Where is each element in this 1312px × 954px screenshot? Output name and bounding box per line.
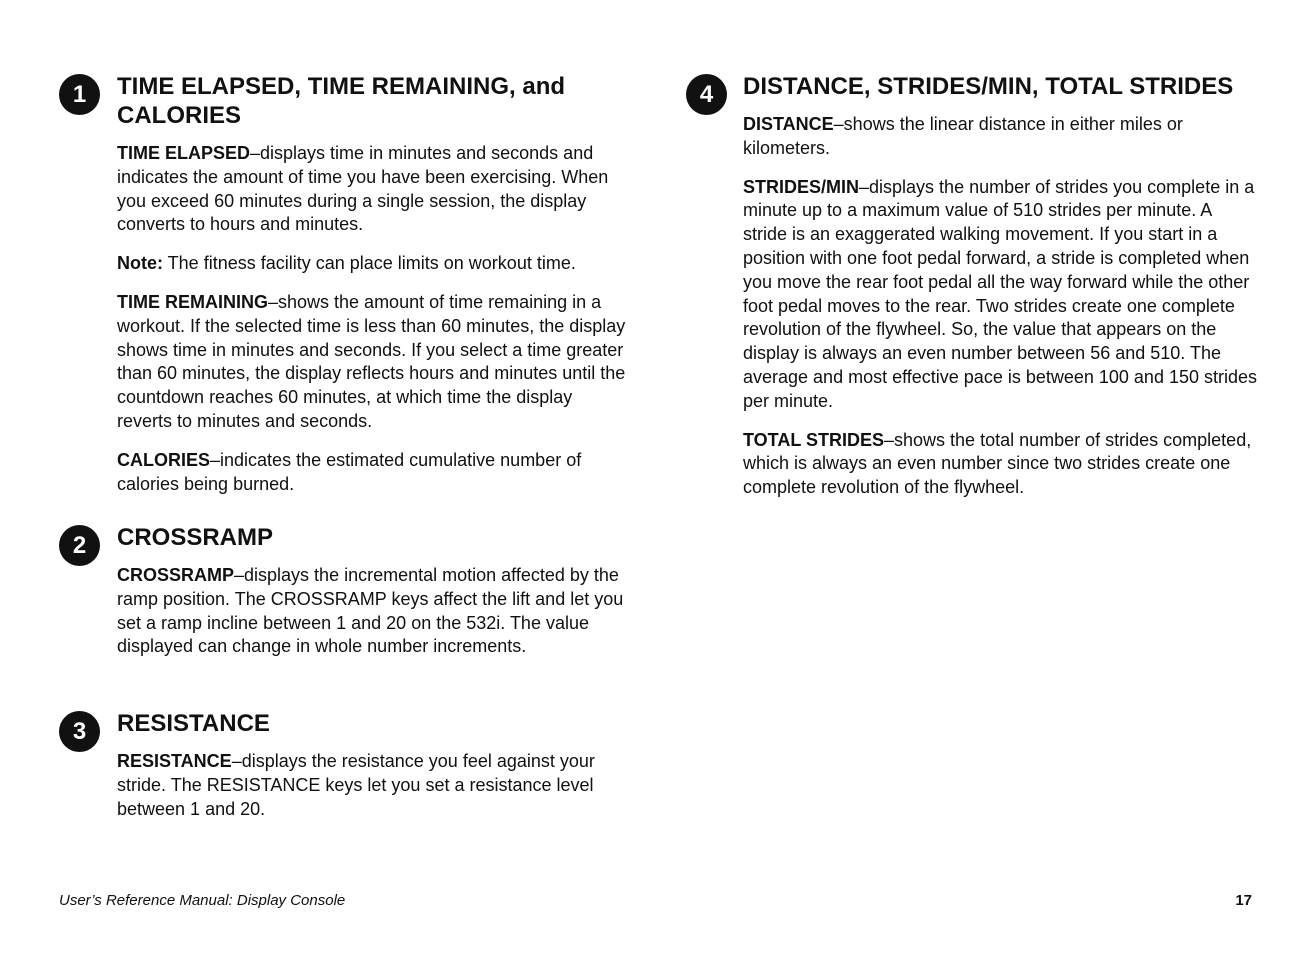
term-label: TIME ELAPSED (117, 143, 251, 163)
term-label: DISTANCE (743, 114, 834, 134)
paragraph-strides-min (743, 176, 1258, 414)
paragraph-distance (743, 113, 1258, 161)
section-resistance (117, 709, 632, 821)
term-label: STRIDES/MIN (743, 176, 860, 197)
paragraph-text: –displays the number of strides you complete in a minute up to a maximum value of 510 strides per minute. A stride is an exaggerated walking movement. If you start in a position with one foot pedal forward, a stride is completed when you move the rear foot pedal all the way forward while the other foot pedal moves to the rear. Two strides create one complete revolution of the flywheel. So, the value that appears on the display is always an even number between 56 and 510. The average and most effective pace is between 100 and 150 strides per minute. (743, 176, 1258, 411)
paragraph-note (117, 252, 632, 276)
paragraph-text: The fitness facility can place limits on workout time. (163, 253, 576, 274)
section-heading: CROSSRAMP (117, 524, 274, 551)
term-label: TIME REMAINING (117, 291, 268, 312)
section-number-badge: 1 (59, 74, 100, 115)
paragraph-text: –shows the total number of strides completed, which is always an even number since two strides create one complete revolution of the flywheel. (743, 429, 1252, 498)
section-heading: DISTANCE, STRIDES/MIN, TOTAL STRIDES (743, 73, 1234, 100)
paragraph-text: –shows the linear distance in either miles or kilometers. (743, 114, 1183, 158)
paragraph-total-strides (743, 429, 1258, 500)
paragraph-time-elapsed (117, 142, 632, 237)
paragraph-text: –indicates the estimated cumulative number of calories being burned. (117, 449, 582, 494)
term-label: Note: (117, 253, 163, 274)
section-distance-strides (743, 72, 1258, 500)
paragraph-text: –displays time in minutes and seconds and indicates the amount of time you have been exercising. When you exceed 60 minutes during a single session, the display converts to hours and minutes. (117, 143, 609, 235)
term-label: CROSSRAMP (117, 565, 235, 585)
section-number-badge: 4 (686, 74, 727, 115)
section-heading: TIME ELAPSED, TIME REMAINING, and CALORIES (117, 73, 566, 129)
term-label: CALORIES (117, 449, 211, 470)
section-number-badge: 2 (59, 525, 100, 566)
footer-manual-title: User’s Reference Manual: Display Console (59, 892, 346, 909)
section-number-badge: 3 (59, 711, 100, 752)
paragraph-text: –shows the amount of time remaining in a workout. If the selected time is less than 60 minutes, the display shows time in minutes and seconds. If you select a time greater than 60 minutes, the display reflects hours and minutes until the countdown reaches 60 minutes, at which time the display reverts to minutes and seconds. (117, 291, 626, 431)
paragraph-time-remaining (117, 291, 632, 434)
paragraph-text: –displays the incremental motion affected by the ramp position. The CROSSRAMP keys affect the lift and let you set a ramp incline between 1 and 20 on the 532i. The value displayed can change in whole number increments. (117, 565, 624, 657)
paragraph-resistance (117, 750, 632, 821)
section-time-calories (117, 72, 632, 496)
paragraph-crossramp (117, 564, 632, 659)
paragraph-calories (117, 449, 632, 497)
section-crossramp (117, 523, 632, 659)
page-number: 17 (1235, 892, 1252, 909)
term-label: TOTAL STRIDES (743, 429, 885, 450)
section-heading: RESISTANCE (117, 710, 270, 737)
paragraph-text: –displays the resistance you feel against your stride. The RESISTANCE keys let you set a resistance level between 1 and 20. (117, 751, 595, 819)
term-label: RESISTANCE (117, 751, 232, 771)
